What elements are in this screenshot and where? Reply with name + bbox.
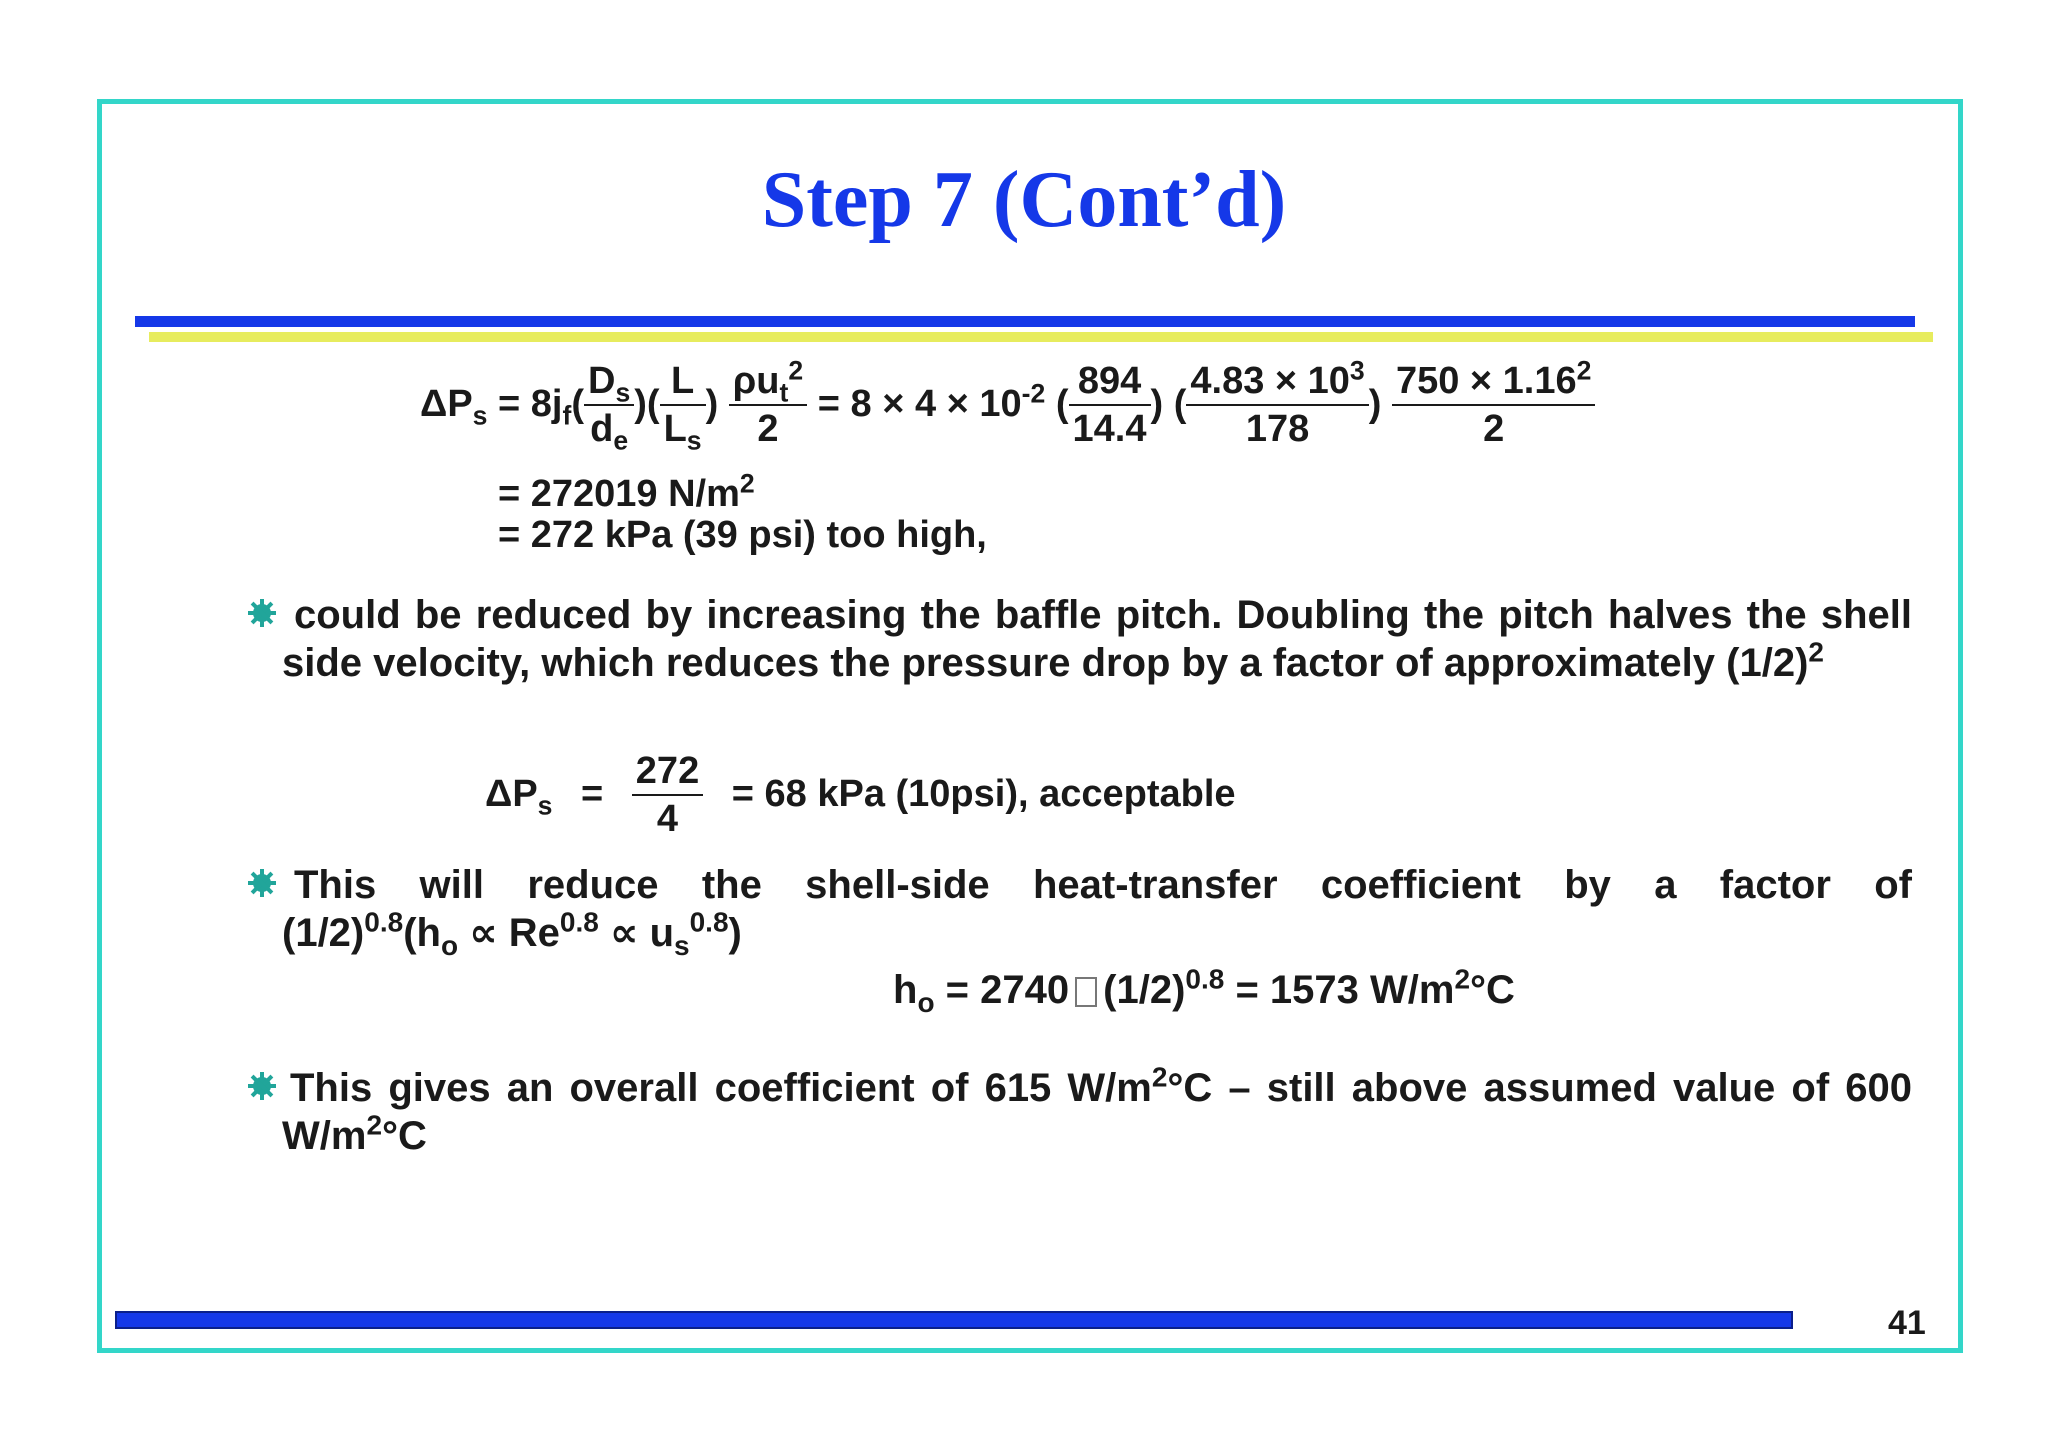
bullet2-line2: $(1/2)^{0.8}(h_o \propto Re^{0.8} \propto u_s^{0.8})$: [282, 906, 742, 961]
eq1-frac-483: $\frac{4.83 \times 10^3}{178}$: [1186, 362, 1368, 450]
eq2-frac: $\frac{272}{4}$: [632, 752, 703, 840]
teal-gear-bullet-icon: [247, 598, 277, 628]
eq1-result-kpa: = 272 kPa (39 psi) too high,: [498, 514, 987, 556]
footer-bar: [115, 1311, 1793, 1329]
slide-title: Step 7 (Cont’d): [761, 156, 1287, 244]
missing-glyph-icon: [1075, 977, 1097, 1007]
teal-gear-bullet-icon: [247, 868, 277, 898]
title-underline-yellow: [149, 332, 1933, 342]
eq1-lhs: $\Delta P_s$: [420, 382, 488, 431]
bullet2-text: This will reduce the shell-side heat-transfer coefficient by a factor of: [294, 863, 1912, 907]
title-underline-blue: [135, 316, 1915, 327]
eq1-frac-894: $\frac{894}{14.4}$: [1069, 362, 1151, 450]
eq1-factor: = $8j_f$: [498, 382, 572, 431]
eq1-rhs: = $8 \times 4 \times 10^{-2}$: [817, 378, 1046, 425]
eq1-frac-ds-de: $\frac{D_s}{d_e}$: [584, 362, 634, 450]
reduced-pressure-drop-equation: $\Delta P_s$ = $\frac{272}{4}$ = 68 kPa (10psi), acceptable: [485, 750, 1236, 840]
pressure-drop-equation: $\Delta P_s = 8j_f$( $\frac{D_s}{d_e}$ )( $\frac{L}{L_s}$ ) $\frac{\rho u_t^2}{2}$ = $8 \times 4 \times 10^{-2}$ ( $\frac{894}{14.4}$ ) ( $\frac{4.83 \times 10^3}{178}$ ) $\frac{750 \times 1.16^2}{2}$: [420, 362, 1595, 450]
page-number: 41: [1888, 1304, 1926, 1342]
eq1-frac-rho-u: $\frac{\rho u_t^2}{2}$: [729, 362, 807, 450]
teal-gear-bullet-icon: [247, 1071, 277, 1101]
slide-frame: [97, 99, 1963, 1353]
bullet1-text: could be reduced by increasing the baffle pitch. Doubling the pitch halves the shell side velocity, which reduces the pressure drop by a factor of approximately $(1/2)^2$: [282, 593, 1912, 685]
eq1-frac-l-ls: $\frac{L}{L_s}$: [660, 362, 706, 450]
eq1-result-nm2: = 272019 $N/m^2$: [498, 468, 755, 515]
eq1-frac-750: $\frac{750 \times 1.16^2}{2}$: [1392, 362, 1595, 450]
heat-transfer-coefficient-equation: $h_o = 2740$ $(1/2)^{0.8} = 1573$ $W/m^2^\circ C$: [893, 963, 1515, 1018]
bullet3-text: This gives an overall coefficient of 615 $W/m^2^\circ C$ – still above assumed value of 600 $W/m^2^\circ C$: [282, 1061, 1912, 1158]
